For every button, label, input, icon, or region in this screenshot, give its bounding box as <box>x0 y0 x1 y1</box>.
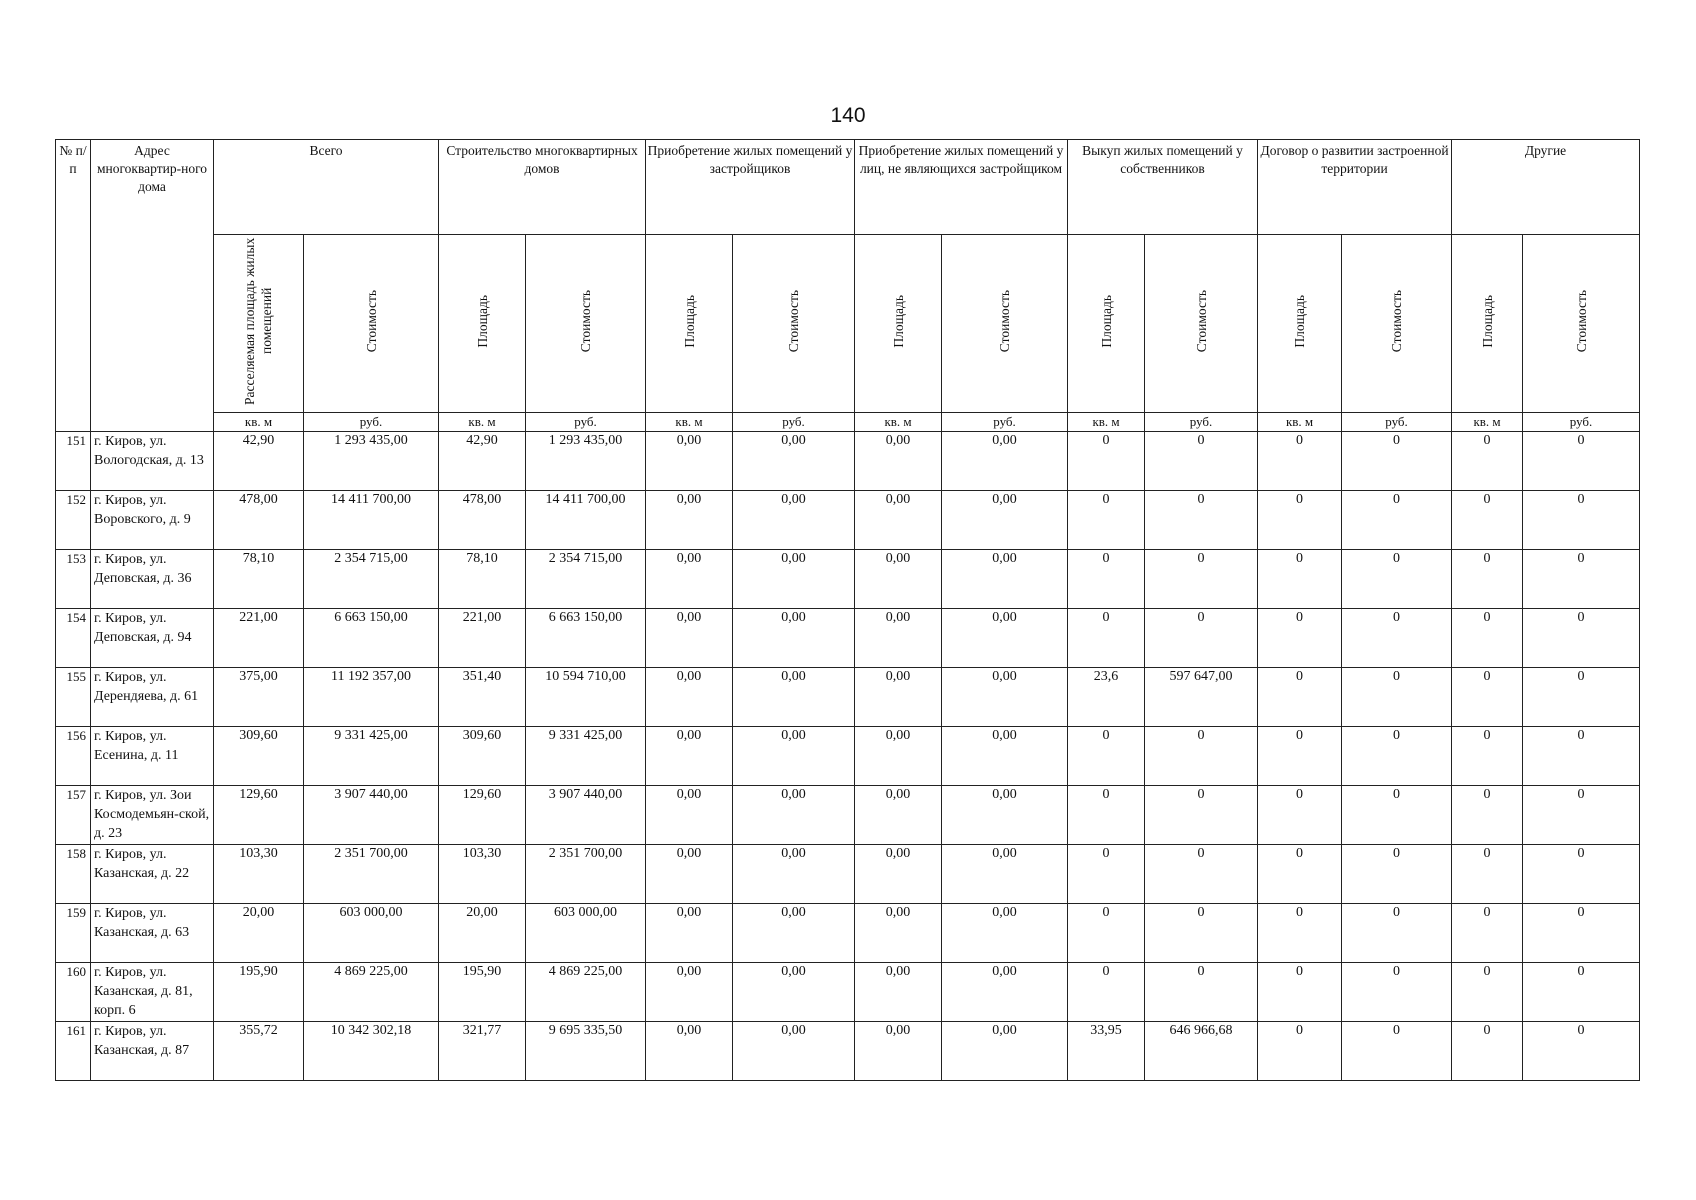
table-row <box>56 668 1640 727</box>
column-unit: кв. м <box>439 413 526 432</box>
table-cell: 195,90 <box>439 963 526 1022</box>
table-cell: 0 <box>1452 727 1523 786</box>
table-cell: 0 <box>1145 432 1258 491</box>
table-cell: 0 <box>1523 963 1640 1022</box>
table-cell: 20,00 <box>439 904 526 963</box>
table-cell: 351,40 <box>439 668 526 727</box>
table-cell: 9 331 425,00 <box>304 727 439 786</box>
table-cell: 309,60 <box>439 727 526 786</box>
column-subheader-label: Стоимость <box>1573 289 1589 353</box>
table-cell: 20,00 <box>214 904 304 963</box>
table-cell: 646 966,68 <box>1145 1022 1258 1081</box>
table-row <box>56 491 1640 550</box>
group-header-construction: Строительство многоквартирных домов <box>439 140 646 235</box>
row-address: г. Киров, ул. Дерендяева, д. 61 <box>91 668 214 727</box>
column-subheader-label: Площадь <box>1479 294 1495 348</box>
table-cell: 0 <box>1523 904 1640 963</box>
table-row <box>56 845 1640 904</box>
table-cell: 221,00 <box>439 609 526 668</box>
column-subheader <box>1068 235 1145 413</box>
row-address: г. Киров, ул. Казанская, д. 22 <box>91 845 214 904</box>
table-cell: 0 <box>1523 845 1640 904</box>
table-cell: 0,00 <box>646 550 733 609</box>
table-cell: 0 <box>1145 609 1258 668</box>
table-cell: 129,60 <box>439 786 526 845</box>
row-address: г. Киров, ул. Воровского, д. 9 <box>91 491 214 550</box>
table-cell: 0,00 <box>942 904 1068 963</box>
table-cell: 0 <box>1258 668 1342 727</box>
table-cell: 0 <box>1068 904 1145 963</box>
table-cell: 0,00 <box>646 786 733 845</box>
row-address: г. Киров, ул. Казанская, д. 87 <box>91 1022 214 1081</box>
table-cell: 0,00 <box>855 727 942 786</box>
table-row <box>56 904 1640 963</box>
row-address: г. Киров, ул. Деповская, д. 36 <box>91 550 214 609</box>
column-unit: кв. м <box>1258 413 1342 432</box>
table-cell: 478,00 <box>439 491 526 550</box>
table-cell: 0 <box>1452 1022 1523 1081</box>
group-header-other: Другие <box>1452 140 1640 235</box>
column-subheader-label: Стоимость <box>786 289 802 353</box>
table-cell: 103,30 <box>439 845 526 904</box>
group-header-purchase-developers: Приобретение жилых помещений у застройщиков <box>646 140 855 235</box>
table-cell: 0 <box>1452 668 1523 727</box>
table-cell: 0,00 <box>646 1022 733 1081</box>
column-subheader-label: Стоимость <box>1389 289 1405 353</box>
table-cell: 0 <box>1145 727 1258 786</box>
table-cell: 0,00 <box>855 904 942 963</box>
column-unit: руб. <box>526 413 646 432</box>
group-header-development-agreement: Договор о развитии застроенной территории <box>1258 140 1452 235</box>
table-cell: 2 354 715,00 <box>526 550 646 609</box>
table-cell: 321,77 <box>439 1022 526 1081</box>
table-cell: 0,00 <box>942 963 1068 1022</box>
table-body <box>56 432 1640 1081</box>
table-cell: 0 <box>1145 963 1258 1022</box>
table-cell: 0,00 <box>646 963 733 1022</box>
table-cell: 0 <box>1523 727 1640 786</box>
table-cell: 0 <box>1258 786 1342 845</box>
table-cell: 1 293 435,00 <box>526 432 646 491</box>
table-cell: 33,95 <box>1068 1022 1145 1081</box>
row-number: 156 <box>56 727 91 786</box>
column-subheader <box>1258 235 1342 413</box>
table-cell: 375,00 <box>214 668 304 727</box>
table-cell: 0,00 <box>855 963 942 1022</box>
table-cell: 0 <box>1068 491 1145 550</box>
table-cell: 0 <box>1342 668 1452 727</box>
table-cell: 0 <box>1145 786 1258 845</box>
resettlement-table <box>55 139 1640 1081</box>
row-number: 160 <box>56 963 91 1022</box>
row-address: г. Киров, ул. Казанская, д. 63 <box>91 904 214 963</box>
table-cell: 0,00 <box>942 845 1068 904</box>
table-cell: 0 <box>1452 550 1523 609</box>
column-subheader-label: Стоимость <box>578 289 594 353</box>
table-cell: 221,00 <box>214 609 304 668</box>
table-cell: 0 <box>1452 786 1523 845</box>
table-cell: 3 907 440,00 <box>304 786 439 845</box>
table-cell: 0 <box>1523 491 1640 550</box>
table-cell: 0,00 <box>733 963 855 1022</box>
table-cell: 9 695 335,50 <box>526 1022 646 1081</box>
table-cell: 129,60 <box>214 786 304 845</box>
table-cell: 0 <box>1452 432 1523 491</box>
table-cell: 0 <box>1342 1022 1452 1081</box>
table-cell: 0 <box>1523 786 1640 845</box>
table-cell: 0 <box>1258 845 1342 904</box>
table-cell: 103,30 <box>214 845 304 904</box>
table-cell: 6 663 150,00 <box>304 609 439 668</box>
table-row <box>56 432 1640 491</box>
table-cell: 6 663 150,00 <box>526 609 646 668</box>
table-cell: 0 <box>1145 550 1258 609</box>
table-cell: 0 <box>1523 609 1640 668</box>
row-number: 154 <box>56 609 91 668</box>
table-cell: 11 192 357,00 <box>304 668 439 727</box>
table-row <box>56 786 1640 845</box>
table-cell: 0 <box>1452 845 1523 904</box>
table-cell: 0 <box>1258 432 1342 491</box>
table-cell: 0,00 <box>646 609 733 668</box>
table-cell: 0,00 <box>942 727 1068 786</box>
row-number: 161 <box>56 1022 91 1081</box>
column-subheader-label: Площадь <box>681 294 697 348</box>
table-cell: 0,00 <box>646 845 733 904</box>
table-cell: 0 <box>1342 491 1452 550</box>
table-cell: 0 <box>1342 904 1452 963</box>
table-cell: 1 293 435,00 <box>304 432 439 491</box>
table-cell: 355,72 <box>214 1022 304 1081</box>
table-cell: 0 <box>1342 550 1452 609</box>
table-cell: 78,10 <box>439 550 526 609</box>
table-cell: 0 <box>1068 432 1145 491</box>
table-cell: 0,00 <box>733 432 855 491</box>
table-cell: 309,60 <box>214 727 304 786</box>
table-cell: 603 000,00 <box>526 904 646 963</box>
row-number: 159 <box>56 904 91 963</box>
row-number: 155 <box>56 668 91 727</box>
table-cell: 603 000,00 <box>304 904 439 963</box>
table-cell: 0,00 <box>733 904 855 963</box>
table-cell: 0 <box>1258 727 1342 786</box>
table-cell: 0,00 <box>733 845 855 904</box>
table-row <box>56 550 1640 609</box>
table-cell: 0 <box>1523 1022 1640 1081</box>
table-cell: 0,00 <box>855 668 942 727</box>
table-cell: 0 <box>1068 727 1145 786</box>
table-cell: 0,00 <box>942 609 1068 668</box>
column-subheader <box>214 235 304 413</box>
column-subheader <box>439 235 526 413</box>
row-number: 158 <box>56 845 91 904</box>
column-subheader <box>304 235 439 413</box>
table-cell: 14 411 700,00 <box>526 491 646 550</box>
table-cell: 0 <box>1258 1022 1342 1081</box>
table-cell: 0 <box>1258 963 1342 1022</box>
table-cell: 0 <box>1068 786 1145 845</box>
table-cell: 4 869 225,00 <box>304 963 439 1022</box>
column-unit: кв. м <box>1068 413 1145 432</box>
row-number: 153 <box>56 550 91 609</box>
table-cell: 0,00 <box>646 904 733 963</box>
column-subheader <box>1452 235 1523 413</box>
table-row <box>56 1022 1640 1081</box>
table-cell: 0,00 <box>733 786 855 845</box>
table-cell: 0 <box>1452 904 1523 963</box>
column-subheader-label: Стоимость <box>1193 289 1209 353</box>
table-row <box>56 963 1640 1022</box>
table-cell: 0 <box>1523 550 1640 609</box>
table-cell: 0,00 <box>855 609 942 668</box>
table-cell: 0,00 <box>855 1022 942 1081</box>
table-cell: 0 <box>1258 550 1342 609</box>
table-cell: 0 <box>1523 432 1640 491</box>
table-cell: 2 351 700,00 <box>526 845 646 904</box>
column-subheader-label: Расселяемая площадь жилых помещений <box>241 237 274 405</box>
row-address: г. Киров, ул. Есенина, д. 11 <box>91 727 214 786</box>
table-row <box>56 727 1640 786</box>
table-row <box>56 609 1640 668</box>
table-cell: 0,00 <box>646 491 733 550</box>
column-subheader <box>1145 235 1258 413</box>
group-header-buyout-owners: Выкуп жилых помещений у собственников <box>1068 140 1258 235</box>
table-cell: 0 <box>1342 845 1452 904</box>
table-cell: 0 <box>1452 609 1523 668</box>
page-number: 140 <box>830 104 866 127</box>
table-cell: 4 869 225,00 <box>526 963 646 1022</box>
column-unit: руб. <box>1523 413 1640 432</box>
column-unit: кв. м <box>646 413 733 432</box>
column-subheader-label: Площадь <box>474 294 490 348</box>
table-cell: 0 <box>1342 963 1452 1022</box>
table-cell: 0 <box>1145 491 1258 550</box>
column-header-num: № п/п <box>56 140 91 432</box>
row-address: г. Киров, ул. Вологодская, д. 13 <box>91 432 214 491</box>
table-cell: 23,6 <box>1068 668 1145 727</box>
table-cell: 0,00 <box>646 432 733 491</box>
table-cell: 42,90 <box>439 432 526 491</box>
column-subheader <box>855 235 942 413</box>
table-cell: 0,00 <box>855 845 942 904</box>
table-cell: 0,00 <box>733 609 855 668</box>
table-cell: 0,00 <box>646 668 733 727</box>
column-unit: кв. м <box>855 413 942 432</box>
header-row-subheaders <box>56 235 1640 413</box>
table-cell: 0,00 <box>855 786 942 845</box>
table-cell: 195,90 <box>214 963 304 1022</box>
table-cell: 14 411 700,00 <box>304 491 439 550</box>
table-cell: 0 <box>1068 963 1145 1022</box>
table-cell: 10 594 710,00 <box>526 668 646 727</box>
table-cell: 0,00 <box>942 491 1068 550</box>
column-subheader-label: Площадь <box>1098 294 1114 348</box>
column-subheader-label: Стоимость <box>997 289 1013 353</box>
table-cell: 0,00 <box>733 491 855 550</box>
table-cell: 0 <box>1068 609 1145 668</box>
column-unit: руб. <box>942 413 1068 432</box>
row-address: г. Киров, ул. Деповская, д. 94 <box>91 609 214 668</box>
table-cell: 0 <box>1342 609 1452 668</box>
table-cell: 0 <box>1258 609 1342 668</box>
table-cell: 42,90 <box>214 432 304 491</box>
table-cell: 10 342 302,18 <box>304 1022 439 1081</box>
table-cell: 0 <box>1342 727 1452 786</box>
table-cell: 0,00 <box>942 1022 1068 1081</box>
table-cell: 0 <box>1068 845 1145 904</box>
table-cell: 78,10 <box>214 550 304 609</box>
table-cell: 0 <box>1452 963 1523 1022</box>
row-address: г. Киров, ул. Зои Космодемьян-ской, д. 23 <box>91 786 214 845</box>
table-cell: 0,00 <box>733 727 855 786</box>
header-row-groups <box>56 140 1640 235</box>
table-cell: 0 <box>1145 904 1258 963</box>
column-subheader <box>526 235 646 413</box>
table-cell: 0,00 <box>855 432 942 491</box>
row-number: 151 <box>56 432 91 491</box>
column-subheader <box>1523 235 1640 413</box>
column-subheader <box>646 235 733 413</box>
table-cell: 0,00 <box>942 550 1068 609</box>
table-cell: 0 <box>1342 786 1452 845</box>
table-cell: 0 <box>1145 845 1258 904</box>
header-row-units <box>56 413 1640 432</box>
table-cell: 0 <box>1258 904 1342 963</box>
row-number: 152 <box>56 491 91 550</box>
table-cell: 2 351 700,00 <box>304 845 439 904</box>
table-cell: 0 <box>1452 491 1523 550</box>
column-unit: руб. <box>1145 413 1258 432</box>
table-cell: 0 <box>1342 432 1452 491</box>
table-cell: 0 <box>1258 491 1342 550</box>
table-cell: 0,00 <box>733 1022 855 1081</box>
table-cell: 0,00 <box>942 432 1068 491</box>
row-address: г. Киров, ул. Казанская, д. 81, корп. 6 <box>91 963 214 1022</box>
column-subheader-label: Стоимость <box>363 289 379 353</box>
column-unit: руб. <box>733 413 855 432</box>
table-cell: 0 <box>1068 550 1145 609</box>
table-cell: 2 354 715,00 <box>304 550 439 609</box>
table-cell: 0,00 <box>855 491 942 550</box>
table-cell: 0,00 <box>855 550 942 609</box>
table-cell: 0,00 <box>646 727 733 786</box>
table-cell: 3 907 440,00 <box>526 786 646 845</box>
table-cell: 9 331 425,00 <box>526 727 646 786</box>
table-cell: 478,00 <box>214 491 304 550</box>
table-cell: 597 647,00 <box>1145 668 1258 727</box>
group-header-total: Всего <box>214 140 439 235</box>
group-header-purchase-non-developers: Приобретение жилых помещений у лиц, не являющихся застройщиком <box>855 140 1068 235</box>
table-cell: 0,00 <box>942 786 1068 845</box>
row-number: 157 <box>56 786 91 845</box>
column-unit: кв. м <box>1452 413 1523 432</box>
column-subheader-label: Площадь <box>1292 294 1308 348</box>
column-subheader-label: Площадь <box>890 294 906 348</box>
column-unit: руб. <box>1342 413 1452 432</box>
column-subheader <box>733 235 855 413</box>
column-unit: руб. <box>304 413 439 432</box>
column-subheader <box>1342 235 1452 413</box>
column-unit: кв. м <box>214 413 304 432</box>
column-subheader <box>942 235 1068 413</box>
table-cell: 0,00 <box>733 550 855 609</box>
table-cell: 0,00 <box>942 668 1068 727</box>
table-cell: 0 <box>1523 668 1640 727</box>
table-cell: 0,00 <box>733 668 855 727</box>
column-header-address: Адрес многоквартир-ного дома <box>91 140 214 432</box>
